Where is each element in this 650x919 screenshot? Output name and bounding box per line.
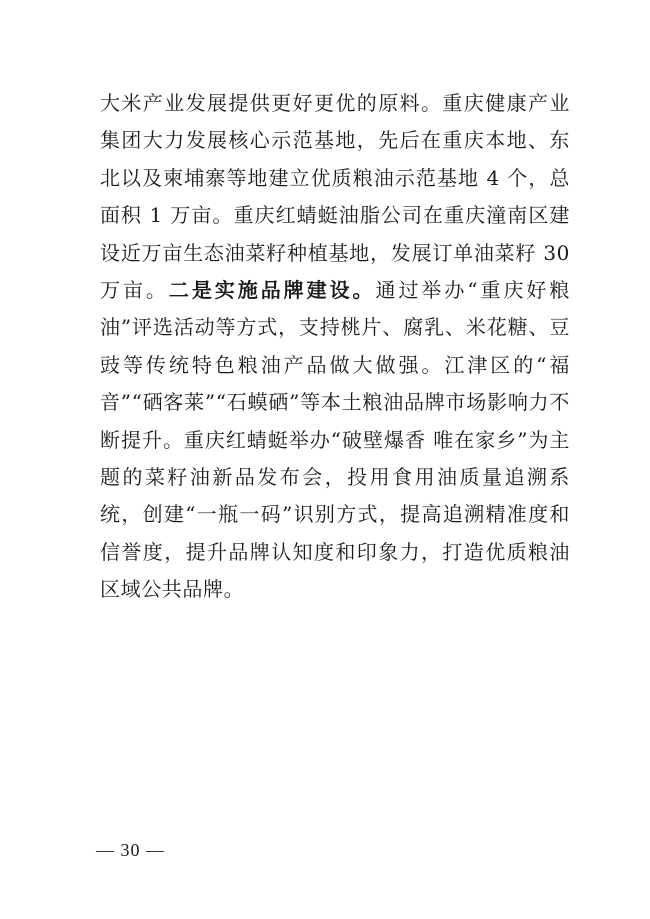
paragraph-text-run: 通过举办“重庆好粮油”评选活动等方式，支持桃片、腐乳、米花糖、豆豉等传统特色粮油产品做大做强。江津区的“福音”“硒客莱”“石蟆硒”等本土粮油品牌市场影响力不断提升。重庆红蜻蜓举办“破壁爆香 唯在家乡”为主题的菜籽油新品发布会，投用食用油质量追溯系统，创建“一瓶一码”识别方式，提高追溯精准度和信誉度，提升品牌认知度和印象力，打造优质粮油区域公共品牌。 xyxy=(100,278,570,602)
body-paragraph xyxy=(100,85,570,609)
paragraph-text-run: 大米产业发展提供更好更优的原料。重庆健康产业集团大力发展核心示范基地，先后在重庆本地、东北以及柬埔寨等地建立优质粮油示范基地 4 个，总面积 1 万亩。重庆红蜻蜓油脂公司在重庆潼南区建设近万亩生态油菜籽种植基地，发展订单油菜籽 30 万亩。 xyxy=(100,91,570,303)
bold-heading: 二是实施品牌建设。 xyxy=(168,278,376,303)
page-number: — 30 — xyxy=(96,840,165,860)
